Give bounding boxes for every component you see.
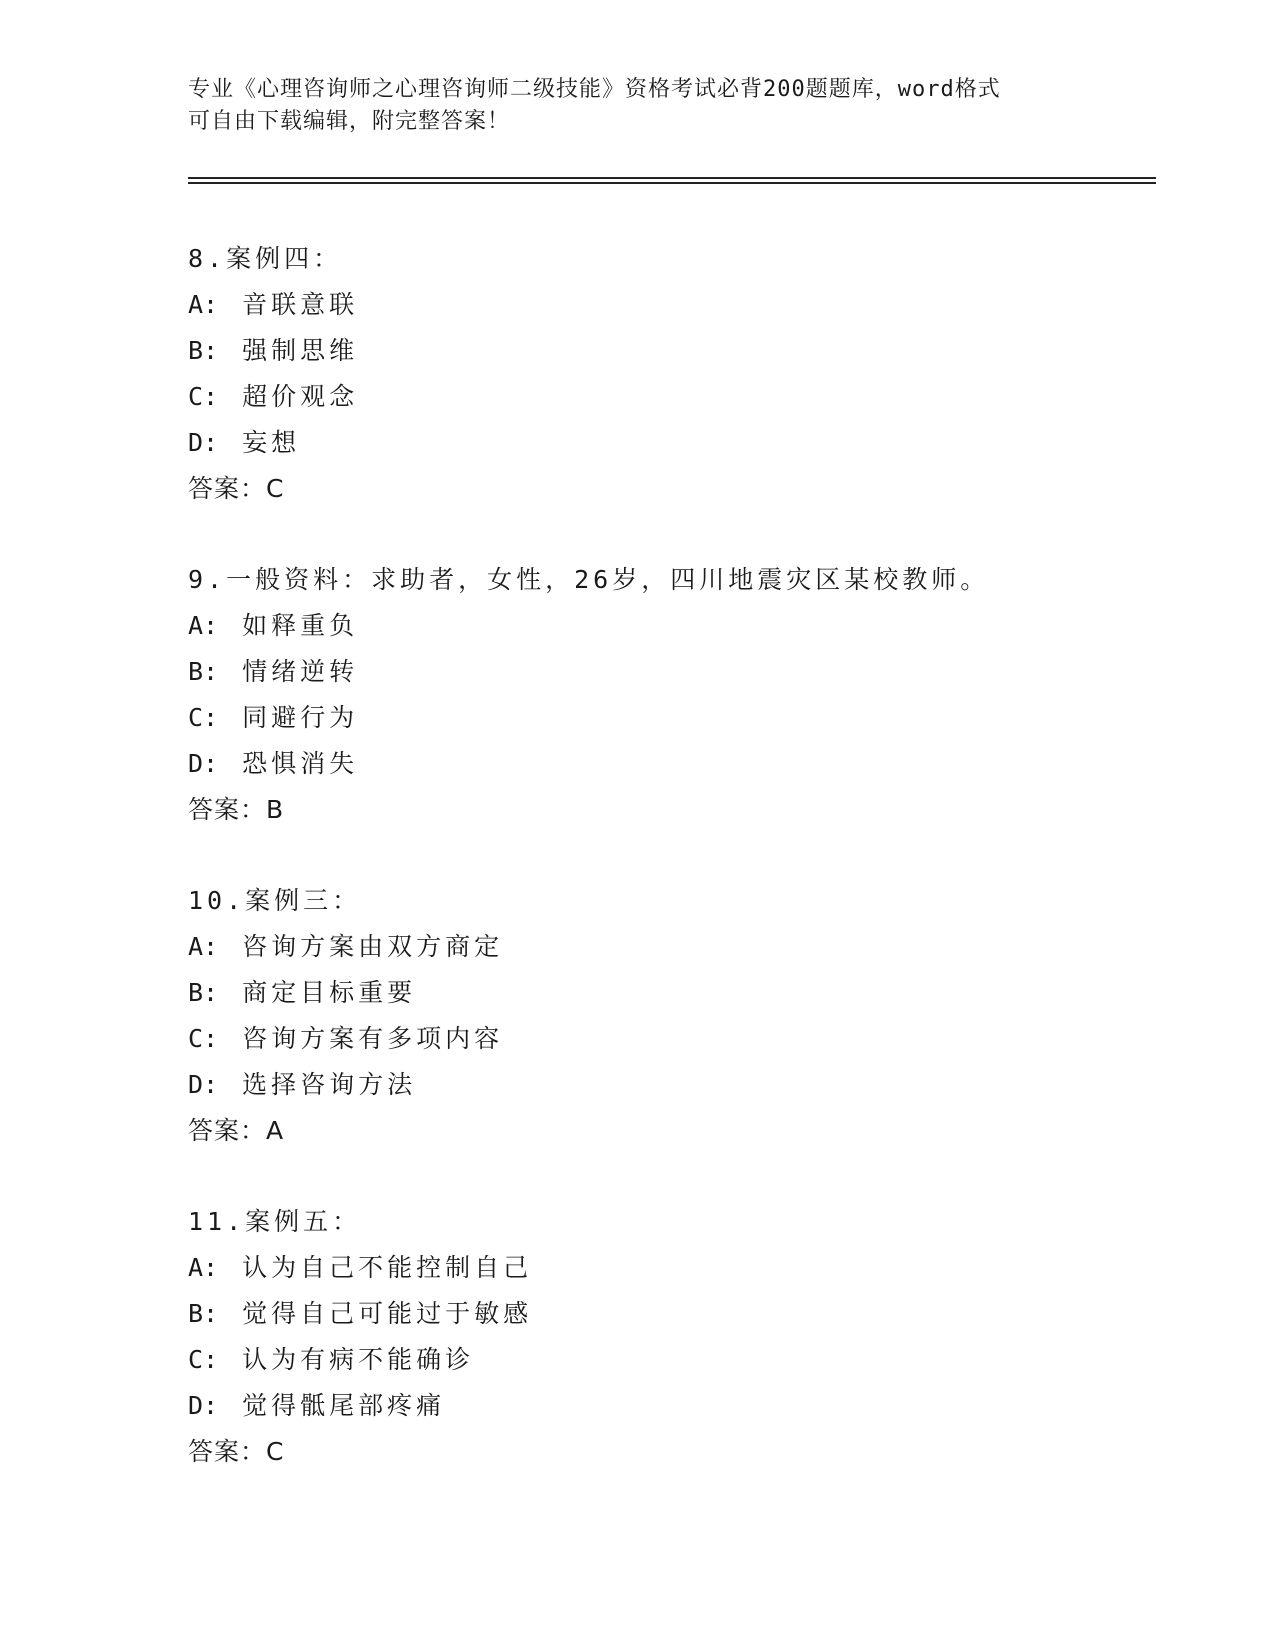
option-a [188, 603, 1188, 649]
option-a [188, 924, 1188, 970]
option-letter: A: [188, 290, 219, 319]
answer-line: 答案：A [188, 1116, 285, 1145]
option-d [188, 420, 1188, 466]
option-c [188, 1337, 1188, 1383]
question-item [188, 878, 1188, 1154]
answer-line: 答案：C [188, 474, 285, 503]
option-text: 妄想 [242, 428, 301, 457]
option-letter: C: [188, 703, 219, 732]
option-text: 情绪逆转 [242, 657, 359, 686]
option-letter: A: [188, 932, 219, 961]
option-text: 咨询方案由双方商定 [242, 932, 504, 961]
document-header [188, 74, 1088, 138]
option-letter: D: [188, 1391, 219, 1420]
option-letter: A: [188, 611, 219, 640]
option-c [188, 695, 1188, 741]
option-letter: D: [188, 1070, 219, 1099]
option-letter: C: [188, 1024, 219, 1053]
option-b [188, 649, 1188, 695]
option-letter: D: [188, 428, 219, 457]
header-divider-top [188, 177, 1156, 179]
option-text: 同避行为 [242, 703, 359, 732]
option-letter: B: [188, 336, 219, 365]
option-d [188, 1062, 1188, 1108]
option-letter: C: [188, 382, 219, 411]
option-letter: B: [188, 1299, 219, 1328]
option-text: 恐惧消失 [242, 749, 359, 778]
option-letter: B: [188, 657, 219, 686]
option-text: 觉得自己可能过于敏感 [242, 1299, 533, 1328]
question-stem: 11.案例五： [188, 1207, 362, 1236]
question-stem: 8.案例四： [188, 244, 343, 273]
header-title-line-2: 可自由下载编辑，附完整答案！ [188, 109, 511, 134]
option-letter: B: [188, 978, 219, 1007]
option-text: 觉得骶尾部疼痛 [242, 1391, 446, 1420]
question-item [188, 1199, 1188, 1475]
option-text: 如释重负 [242, 611, 359, 640]
option-text: 超价观念 [242, 382, 359, 411]
question-list [188, 236, 1188, 1520]
option-letter: C: [188, 1345, 219, 1374]
option-d [188, 1383, 1188, 1429]
option-letter: A: [188, 1253, 219, 1282]
option-text: 认为自己不能控制自己 [242, 1253, 533, 1282]
option-text: 音联意联 [242, 290, 359, 319]
option-a [188, 1245, 1188, 1291]
option-b [188, 1291, 1188, 1337]
option-c [188, 1016, 1188, 1062]
answer-line: 答案：C [188, 1437, 285, 1466]
header-divider-bottom [188, 182, 1156, 184]
option-d [188, 741, 1188, 787]
header-title-line-1: 专业《心理咨询师之心理咨询师二级技能》资格考试必背200题题库，word格式 [188, 77, 1001, 102]
option-b [188, 328, 1188, 374]
option-text: 商定目标重要 [242, 978, 417, 1007]
question-item [188, 557, 1188, 833]
question-stem: 9.一般资料：求助者，女性，26岁，四川地震灾区某校教师。 [188, 565, 990, 594]
option-text: 强制思维 [242, 336, 359, 365]
option-text: 咨询方案有多项内容 [242, 1024, 504, 1053]
option-b [188, 970, 1188, 1016]
option-text: 选择咨询方法 [242, 1070, 417, 1099]
option-a [188, 282, 1188, 328]
question-item [188, 236, 1188, 512]
answer-line: 答案：B [188, 795, 285, 824]
option-letter: D: [188, 749, 219, 778]
option-text: 认为有病不能确诊 [242, 1345, 475, 1374]
question-stem: 10.案例三： [188, 886, 362, 915]
option-c [188, 374, 1188, 420]
